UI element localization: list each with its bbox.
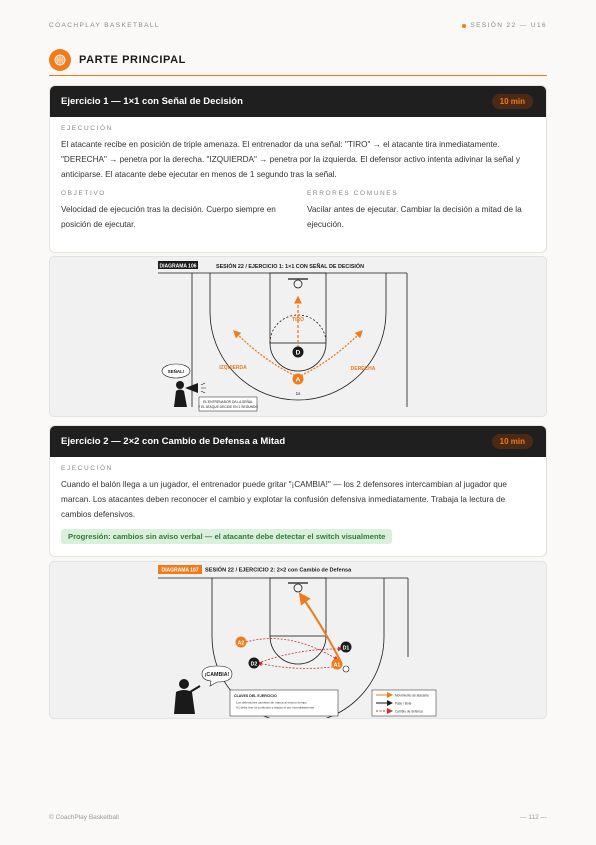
coach-bubble: SEÑAL! bbox=[167, 369, 185, 374]
exec-text-2: Cuando el balón llega a un jugador, el entrenador puede gritar "¡CAMBIA!" — los 2 defensores intercambian al jugador que marcan. Los atacantes deben reconocer el cambio y explotar la confusión defensiva inmediatamente. Trabaja la lectura de cambios defensivos. bbox=[61, 480, 507, 519]
errors-text: Vacilar antes de ejecutar. Cambiar la decisión a mitad de la ejecución. bbox=[307, 205, 522, 229]
brand-label: COACHPLAY BASKETBALL bbox=[49, 22, 160, 29]
label-izquierda: IZQUIERDA bbox=[219, 365, 247, 371]
keys-title: CLAVES DEL EJERCICIO bbox=[234, 694, 277, 698]
exercise-2-card bbox=[49, 425, 547, 557]
coach-note-1: EL ENTRENADOR DA LA SEÑAL bbox=[203, 400, 253, 404]
diagram-107 bbox=[49, 561, 547, 719]
legend-3: Cambio de defensa bbox=[395, 709, 423, 714]
bullet-dot-icon bbox=[462, 24, 466, 28]
diagram-tag-text: DIAGRAMA 106 bbox=[159, 263, 197, 270]
attacker-label: A bbox=[295, 376, 301, 384]
a1-label: A1 bbox=[333, 662, 341, 669]
top-bar bbox=[49, 22, 547, 29]
exercise-1-header bbox=[50, 86, 546, 117]
switch-arrow-2 bbox=[258, 649, 342, 663]
exercise-1-duration: 10 min bbox=[492, 94, 533, 109]
exec-text: El atacante recibe en posición de triple amenaza. El entrenador da una señal: "TIRO" → el atacante tira inmediatamente. "DERECHA" → penetra por la derecha. "IZQUIERDA" → penetra por la izquierda. El defensor activo intenta adivinar la señal y anticiparse. El atacante debe ejecutar en menos de 1 segundo tras la señal. bbox=[61, 140, 520, 179]
d2-label: D2 bbox=[250, 661, 258, 668]
label-derecha: DERECHA bbox=[350, 366, 376, 372]
goal-text: Velocidad de ejecución tras la decisión. Cuerpo siempre en posición de ejecutar. bbox=[61, 205, 276, 229]
key-2: A1 debe leer la confusión y atacar el aro inmediatamente bbox=[236, 705, 315, 710]
exercise-1-title: Ejercicio 1 — 1×1 con Señal de Decisión bbox=[61, 96, 243, 107]
exec-label: EJECUCIÓN bbox=[61, 125, 113, 132]
page-number: — 112 — bbox=[520, 814, 547, 821]
a2-label: A2 bbox=[237, 640, 245, 647]
session-info bbox=[462, 22, 547, 29]
legend-2: Pase / Bote bbox=[395, 701, 412, 706]
section-header bbox=[49, 48, 547, 76]
diagram-title: SESIÓN 22 / EJERCICIO 1: 1×1 CON SEÑAL DE DECISIÓN bbox=[215, 264, 365, 270]
footer bbox=[49, 814, 547, 821]
ball-icon bbox=[343, 666, 349, 672]
coach-figure-2 bbox=[174, 666, 232, 714]
key-1: Los defensores cambian de marca al mismo tiempo bbox=[236, 700, 307, 705]
exercise-2-title: Ejercicio 2 — 2×2 con Cambio de Defensa a Mitad bbox=[61, 436, 286, 447]
time-note: 1s bbox=[295, 391, 301, 396]
session-label: SESIÓN 22 — U16 bbox=[470, 22, 547, 29]
exercise-1-card bbox=[49, 85, 547, 253]
a1-drive-arrow bbox=[300, 594, 340, 660]
basketball-icon bbox=[49, 49, 71, 71]
section-title: PARTE PRINCIPAL bbox=[79, 53, 186, 66]
diagram-106 bbox=[49, 256, 547, 417]
coach-note-2: Y EL ATAQUE DECIDE EN 1 SEGUNDO bbox=[198, 405, 258, 409]
exercise-2-duration: 10 min bbox=[492, 434, 533, 449]
d1-label: D1 bbox=[342, 645, 350, 652]
label-tiro: TIRO bbox=[292, 317, 304, 323]
coach-bubble-2: ¡CAMBIA! bbox=[204, 672, 230, 678]
megaphone-icon bbox=[185, 383, 198, 393]
errors-label: ERRORES COMUNES bbox=[307, 190, 399, 197]
progression-badge: Progresión: cambios sin aviso verbal — el atacante debe detectar el switch visualmente bbox=[61, 529, 392, 544]
legend-1: Movimiento de atacante bbox=[395, 693, 429, 698]
diagram-tag-2-text: DIAGRAMA 107 bbox=[161, 567, 199, 574]
copyright: © CoachPlay Basketball bbox=[49, 814, 119, 821]
exec-label-2: EJECUCIÓN bbox=[61, 465, 113, 472]
exercise-2-header bbox=[50, 426, 546, 457]
goal-label: OBJETIVO bbox=[61, 190, 106, 197]
diagram-title-2: SESIÓN 22 / EJERCICIO 2: 2×2 con Cambio de Defensa bbox=[205, 567, 352, 574]
defender-label: D bbox=[295, 349, 301, 357]
